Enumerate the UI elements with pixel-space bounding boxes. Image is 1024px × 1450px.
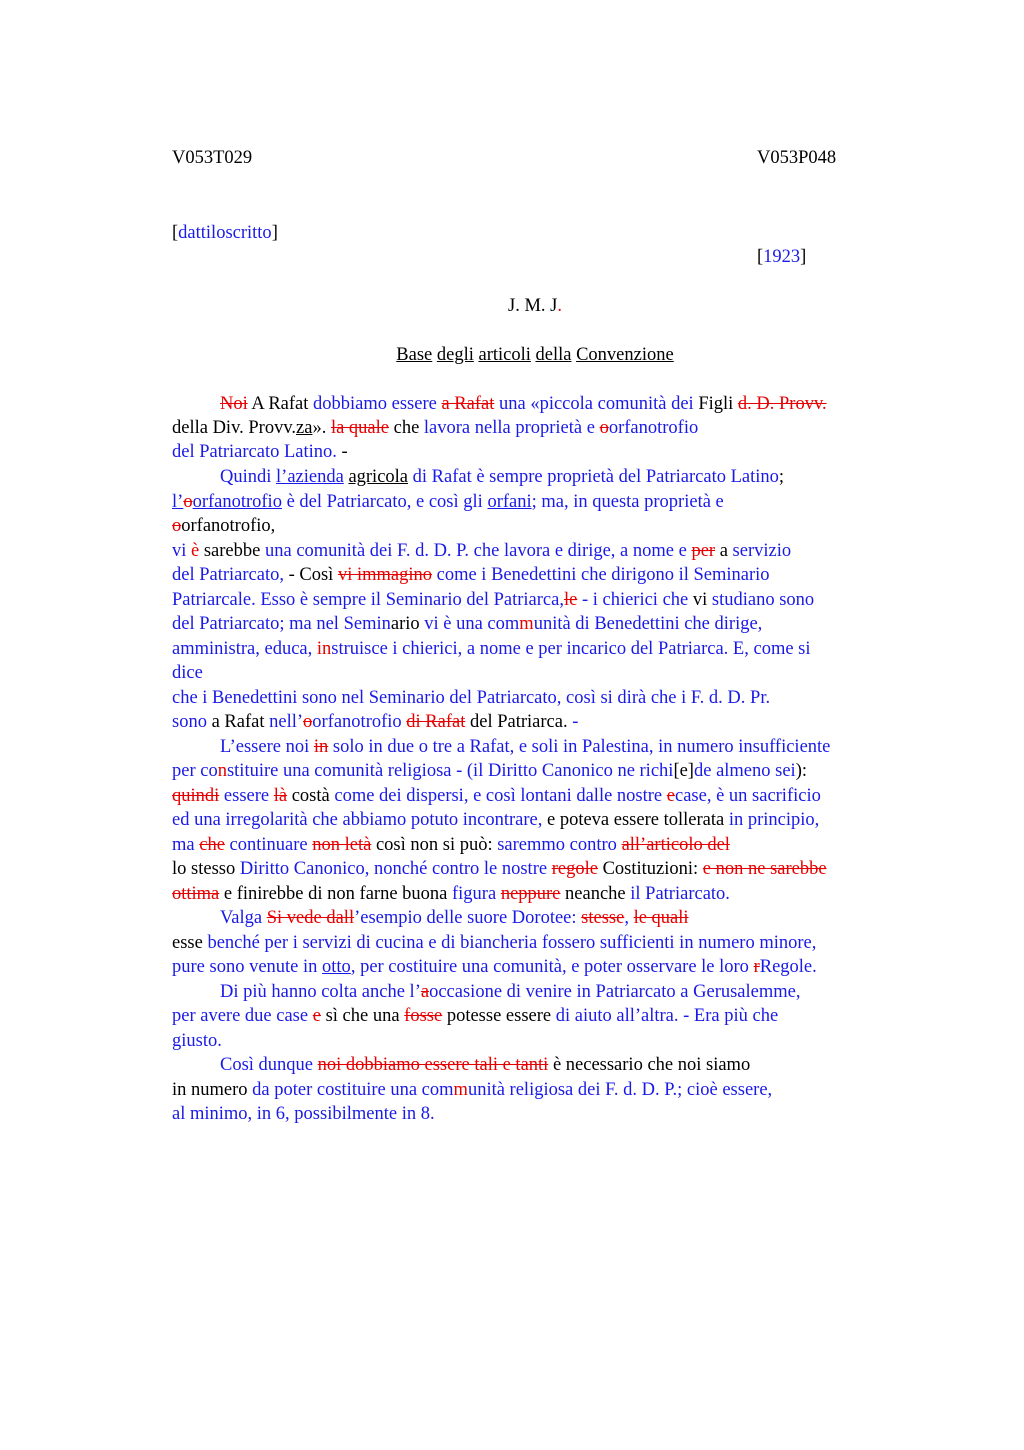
body-line: del Patriarcato Latino. - [172, 442, 348, 462]
body-line: L’essere noi in solo in due o tre a Rafat, e soli in Palestina, in numero insufficiente [220, 737, 831, 757]
body-line: esse benché per i servizi di cucina e di biancheria fossero sufficienti in numero minore, [172, 933, 817, 953]
body-line: pure sono venute in otto, per costituire una comunità, e poter osservare le loro rRegole. [172, 957, 817, 977]
document-code-right: V053P048 [757, 148, 837, 168]
body-line: Di più hanno colta anche l’aoccasione di venire in Patriarcato a Gerusalemme, [220, 982, 801, 1002]
body-line: l’oorfanotrofio è del Patriarcato, e così gli orfani; ma, in questa proprietà e [172, 492, 724, 512]
document-date: [1923] [757, 247, 807, 267]
body-line: ma che continuare non letà così non si può: saremmo contro all’articolo del [172, 835, 730, 855]
body-line: per avere due case e sì che una fosse potesse essere di aiuto all’altra. - Era più che [172, 1006, 779, 1026]
body-line: quindi essere là costà come dei dispersi, e così lontani dalle nostre ecase, è un sacrificio [172, 786, 821, 806]
body-line: Patriarcale. Esso è sempre il Seminario del Patriarca,le - i chierici che vi studiano sono [172, 590, 815, 610]
body-line: del Patriarcato, - Così vi immagino come i Benedettini che dirigono il Seminario [172, 565, 770, 585]
body-line: che i Benedettini sono nel Seminario del Patriarcato, così si dirà che i F. d. D. Pr. [172, 688, 771, 708]
body-line: sono a Rafat nell’oorfanotrofio di Rafat del Patriarca. - [172, 712, 579, 732]
document-title: Base degli articoli della Convenzione [396, 345, 674, 365]
body-line: del Patriarcato; ma nel Seminario vi è una communità di Benedettini che dirige, [172, 614, 763, 634]
body-line: ottima e finirebbe di non farne buona figura neppure neanche il Patriarcato. [172, 884, 730, 904]
body-line: al minimo, in 6, possibilmente in 8. [172, 1104, 435, 1124]
body-line: vi è sarebbe una comunità dei F. d. D. P. che lavora e dirige, a nome e per a servizio [172, 541, 792, 561]
document-code-left: V053T029 [172, 148, 253, 168]
body-line: giusto. [172, 1031, 222, 1051]
body-line: per constituire una comunità religiosa - (il Diritto Canonico ne richi[e]de almeno sei): [172, 761, 808, 781]
body-line: della Div. Provv.za». la quale che lavora nella proprietà e oorfanotrofio [172, 418, 699, 438]
document-type-note: [dattiloscritto] [172, 223, 278, 243]
document-type-label: dattiloscritto [178, 223, 272, 243]
body-line: Noi A Rafat dobbiamo essere a Rafat una «piccola comunità dei Figli d. D. Provv. [220, 394, 827, 414]
body-line: dice [172, 663, 203, 683]
body-line: Valga Si vede dall’esempio delle suore Dorotee: stesse, le quali [220, 908, 689, 928]
monogram: J. M. J. [508, 296, 562, 316]
document-year: 1923 [763, 247, 801, 267]
body-line: ed una irregolarità che abbiamo potuto incontrare, e poteva essere tollerata in principio, [172, 810, 820, 830]
body-line: oorfanotrofio, [172, 516, 276, 536]
body-line: in numero da poter costituire una communità religiosa dei F. d. D. P.; cioè essere, [172, 1080, 773, 1100]
body-line: lo stesso Diritto Canonico, nonché contro le nostre regole Costituzioni: e non ne sarebbe [172, 859, 827, 879]
body-line: Quindi l’azienda agricola di Rafat è sempre proprietà del Patriarcato Latino; [220, 467, 785, 487]
body-line: amministra, educa, instruisce i chierici, a nome e per incarico del Patriarca. E, come si [172, 639, 811, 659]
body-line: Così dunque noi dobbiamo essere tali e tanti è necessario che noi siamo [220, 1055, 751, 1075]
